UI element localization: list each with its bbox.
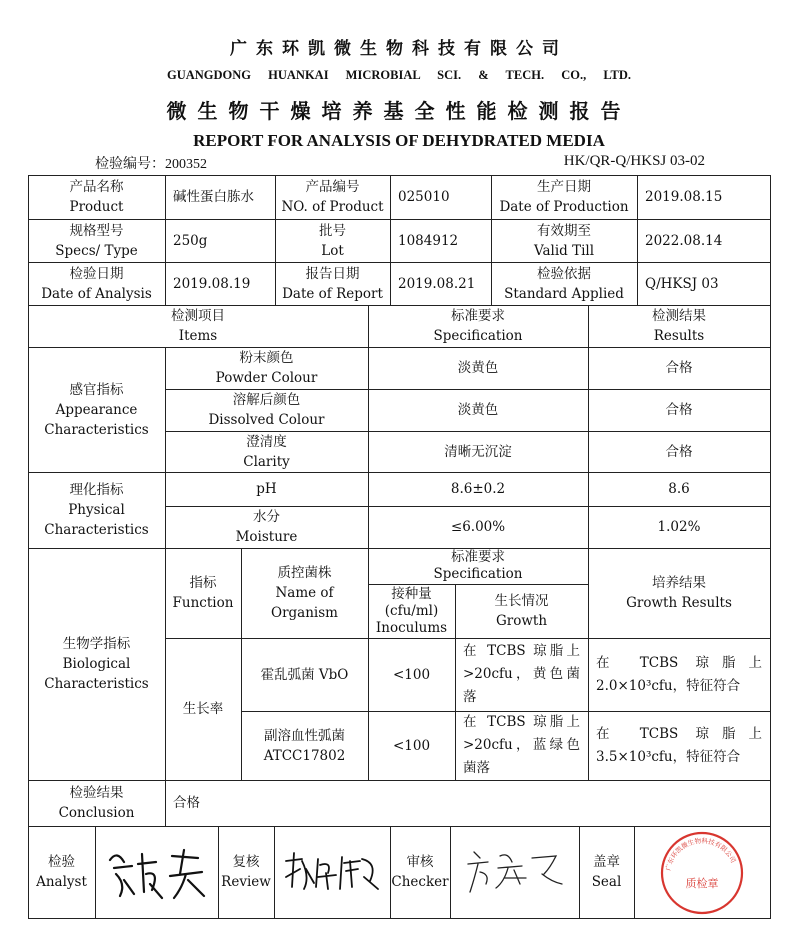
report-number: 检验编号：200352 [95, 157, 207, 172]
label-en: Growth [495, 613, 548, 629]
result-text: 在 TCBS 琼脂上3.5×10³cfu，特征符合 [596, 725, 762, 765]
label-cn: 粉末颜色 [239, 350, 294, 366]
standard-value: Q/HKSJ 03 [645, 275, 719, 292]
label-cn: 批号 [319, 222, 346, 239]
label-en: Inoculums [375, 619, 448, 636]
label-cn: 质控菌株 [277, 565, 332, 581]
result-1 [588, 638, 770, 711]
company-name-en: GUANGDONG HUANKAI MICROBIAL SCI. & TECH. CO., LTD. [166, 68, 632, 82]
product-number-label [275, 175, 390, 219]
lot-label [275, 219, 390, 262]
label-en: Standard Applied [504, 285, 624, 302]
lot-value: 1084912 [398, 232, 459, 249]
growth-header [455, 584, 588, 638]
label-en: Date of Analysis [41, 285, 152, 302]
label-en: NO. of Product [281, 199, 384, 215]
growth-text: 在 TCBS 琼脂上>20cfu，黄色菌落 [463, 643, 580, 705]
label-en: Conclusion [58, 805, 135, 821]
label-cn: 澄清度 [246, 433, 287, 450]
label-cn: 报告日期 [305, 265, 360, 282]
label-en: Analyst [36, 874, 87, 890]
label-en: Function [172, 595, 234, 611]
bio-specification-header [368, 548, 588, 584]
growth-2 [455, 711, 588, 780]
label-cn: 盖章 [593, 854, 620, 870]
label-en: Product [69, 199, 124, 215]
growth-1 [455, 638, 588, 711]
label-cn: 标准要求 [451, 308, 505, 324]
label-cn: 检验日期 [69, 265, 124, 282]
clarity-spec: 清晰无沉淀 [444, 443, 512, 460]
label-en: Powder Colour [215, 370, 318, 386]
label-cn: 产品编号 [305, 179, 360, 195]
label-en: Characteristics [44, 421, 149, 438]
label-en: Characteristics [44, 522, 149, 538]
powder-colour-spec: 淡黄色 [457, 360, 499, 376]
document-code: HK/QR-Q/HKSJ 03-02 [563, 153, 705, 169]
analysis-date-value: 2019.08.19 [173, 275, 251, 292]
label-en: Date of Production [499, 199, 629, 215]
label-en: Valid Till [533, 242, 595, 259]
label-en: Organism [271, 605, 338, 621]
clarity-result: 合格 [665, 443, 693, 460]
label-en: Biological [62, 656, 131, 672]
powder-colour-result: 合格 [665, 360, 693, 376]
conclusion-value: 合格 [173, 795, 200, 811]
inoculum-1: <100 [392, 666, 431, 683]
label-cn: 检测结果 [652, 308, 706, 324]
product-number-value: 025010 [398, 189, 450, 205]
label-en: Checker [391, 874, 449, 890]
label-cn: 有效期至 [537, 222, 591, 239]
growth-results-header [588, 548, 770, 638]
label-cn: 生产日期 [537, 179, 591, 195]
specs-value: 250g [173, 232, 208, 249]
dissolved-colour-item [165, 389, 368, 431]
label-cn: 接种量 [391, 585, 432, 602]
seal-label [579, 826, 634, 918]
organism-2 [241, 711, 368, 780]
seal-area [634, 826, 770, 918]
inoculum-2: <100 [392, 737, 431, 754]
checker-signature-scribble [460, 844, 570, 900]
physical-group-label [28, 472, 165, 548]
result-text: 在 TCBS 琼脂上2.0×10³cfu，特征符合 [596, 654, 762, 694]
organism-1 [241, 638, 368, 711]
label-en: Specs/ Type [55, 242, 138, 259]
organism-strain: ATCC17802 [263, 747, 346, 764]
stamp-center-text: 质检章 [685, 877, 719, 890]
report-title-en: REPORT FOR ANALYSIS OF DEHYDRATED MEDIA [193, 131, 605, 150]
label-cn: 检验 [48, 854, 75, 870]
review-label [218, 826, 274, 918]
specs-label [28, 219, 165, 262]
dissolved-colour-spec: 淡黄色 [457, 402, 499, 418]
label-cn: 理化指标 [69, 482, 124, 498]
label-en: Items [178, 328, 218, 344]
analyst-label [28, 826, 95, 918]
powder-colour-item [165, 347, 368, 389]
label-cn: 规格型号 [69, 222, 124, 239]
biological-group-label [28, 548, 165, 780]
label-cn: 生长情况 [494, 593, 549, 609]
company-name-cn: 广东环凯微生物科技有限公司 [230, 39, 568, 59]
analyst-signature-scribble [102, 840, 212, 904]
growth-text: 在 TCBS 琼脂上>20cfu，蓝绿色菌落 [463, 714, 580, 776]
review-signature-scribble [280, 847, 384, 897]
label-en: Seal [591, 874, 622, 890]
organism-header [241, 548, 368, 638]
results-header [588, 305, 770, 347]
organism-name: 霍乱弧菌 VbO [260, 666, 349, 683]
report-date-label [275, 262, 390, 305]
label-cn: 产品名称 [69, 179, 124, 195]
conclusion-label [28, 780, 165, 826]
appearance-group-label [28, 347, 165, 472]
production-date-label [491, 175, 637, 219]
stamp-ring-text: 广东环凯微生物科技有限公司 [664, 836, 738, 872]
ph-result: 8.6 [668, 481, 690, 497]
analyst-signature [95, 826, 218, 918]
label-cn: 水分 [253, 509, 280, 525]
standard-label [491, 262, 637, 305]
growth-rate-label: 生长率 [182, 701, 224, 717]
label-en: Results [653, 328, 705, 344]
label-en: Clarity [243, 453, 290, 470]
label-en: Specification [433, 328, 523, 344]
function-header [165, 548, 241, 638]
production-date-value: 2019.08.15 [645, 189, 723, 205]
ph-item: pH [256, 481, 277, 497]
unit-label: (cfu/ml) [384, 602, 439, 619]
label-en: Physical [68, 502, 125, 518]
report-title-cn: 微生物干燥培养基全性能检测报告 [166, 99, 632, 123]
label-cn: 检测项目 [171, 308, 225, 324]
specification-header [368, 305, 588, 347]
product-label [28, 175, 165, 219]
items-header [28, 305, 368, 347]
label-en: Specification [433, 566, 523, 582]
moisture-result: 1.02% [657, 519, 701, 535]
label-en: Review [221, 874, 271, 890]
checker-label [390, 826, 450, 918]
label-en: Lot [321, 242, 344, 259]
moisture-item [165, 506, 368, 548]
label-en: Name of [275, 585, 334, 601]
checker-signature [450, 826, 579, 918]
analysis-date-label [28, 262, 165, 305]
label-cn: 复核 [232, 854, 260, 870]
valid-till-value: 2022.08.14 [645, 232, 723, 249]
label-en: Characteristics [44, 676, 149, 692]
label-en: Moisture [235, 529, 298, 545]
dissolved-colour-result: 合格 [665, 402, 693, 418]
ph-spec: 8.6±0.2 [450, 481, 506, 497]
moisture-spec: ≤6.00% [450, 519, 506, 535]
product-value: 碱性蛋白胨水 [173, 189, 254, 205]
label-en: Appearance [55, 401, 138, 418]
organism-name: 副溶血性弧菌 [264, 727, 345, 744]
label-cn: 溶解后颜色 [232, 392, 301, 408]
label-en: Dissolved Colour [208, 412, 325, 428]
valid-till-label [491, 219, 637, 262]
label-cn: 检验结果 [69, 785, 124, 801]
result-2 [588, 711, 770, 780]
clarity-item [165, 431, 368, 472]
label-cn: 标准要求 [451, 549, 505, 565]
label-cn: 检验依据 [537, 265, 591, 282]
label-cn: 感官指标 [69, 381, 124, 398]
report-date-value: 2019.08.21 [398, 275, 476, 292]
label-cn: 审核 [406, 854, 434, 870]
label-cn: 培养结果 [652, 575, 706, 591]
review-signature [274, 826, 390, 918]
label-en: Growth Results [626, 595, 732, 611]
label-cn: 生物学指标 [62, 636, 131, 652]
quality-stamp [656, 827, 748, 917]
inoculum-header [368, 584, 455, 638]
label-cn: 指标 [189, 575, 217, 591]
label-en: Date of Report [282, 285, 383, 302]
